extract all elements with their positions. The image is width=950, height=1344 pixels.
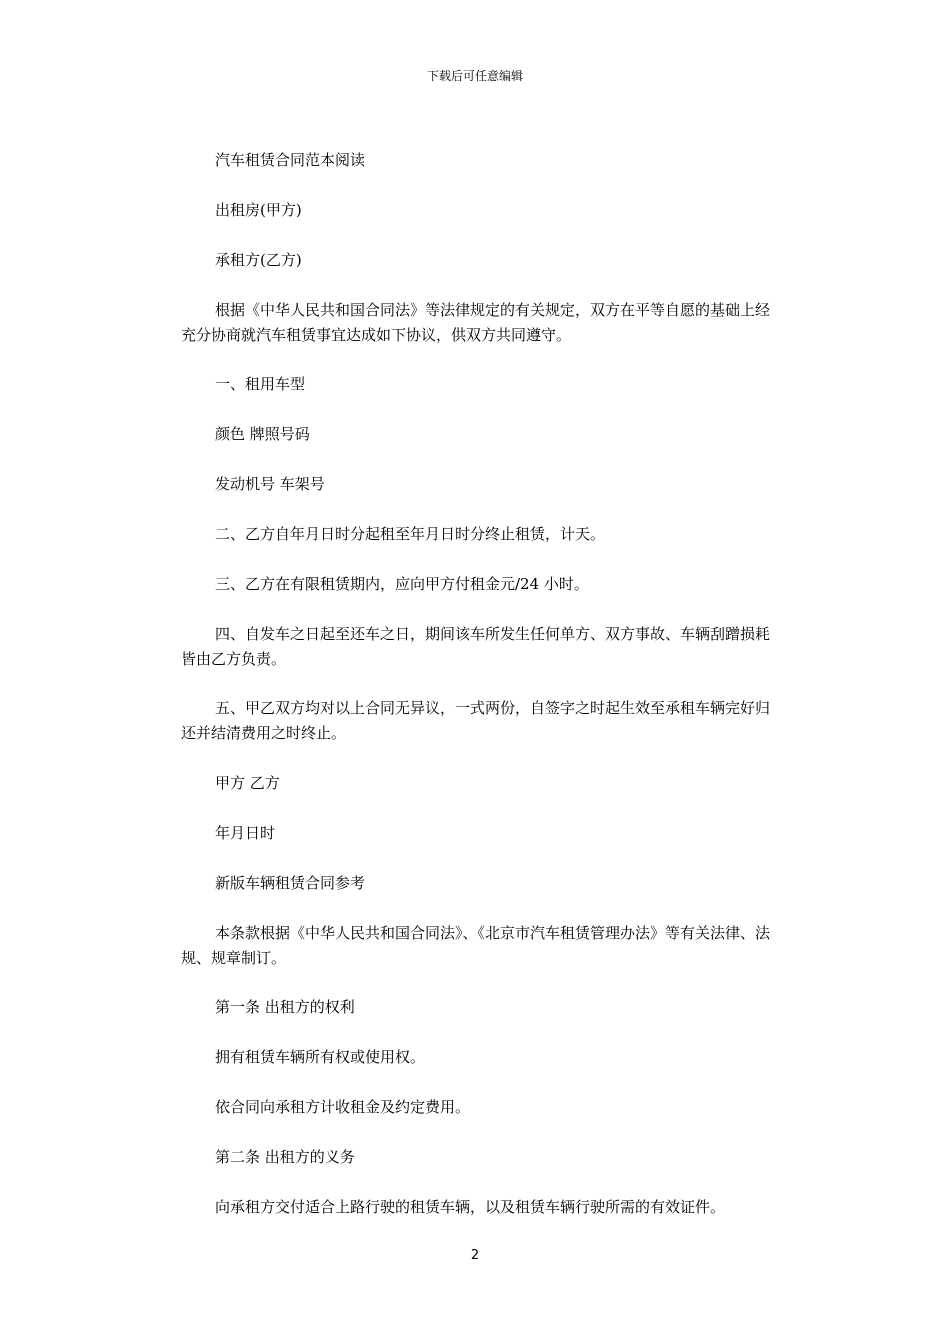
paragraph: 年月日时: [215, 824, 276, 842]
paragraph: 依合同向承租方计收租金及约定费用。: [215, 1098, 471, 1116]
paragraph: 本条款根据《中华人民共和国合同法》、《北京市汽车租赁管理办法》等有关法律、法规、规章制订。: [181, 924, 771, 967]
paragraph: 二、乙方自年月日时分起租至年月日时分终止租赁，计天。: [215, 525, 606, 543]
page-number: 2: [470, 1248, 480, 1263]
document-title: 汽车租赁合同范本阅读: [215, 151, 366, 169]
paragraph: 五、甲乙双方均对以上合同无异议，一式两份，自签字之时起生效至承租车辆完好归还并结清费用之时终止。: [181, 699, 771, 742]
paragraph: 甲方 乙方: [215, 774, 280, 792]
paragraph: 三、乙方在有限租赁期内，应向甲方付租金元/24 小时。: [215, 575, 589, 593]
article-heading: 第二条 出租方的义务: [215, 1148, 355, 1166]
page-header: 下载后可任意编辑: [426, 69, 523, 83]
section-title: 新版车辆租赁合同参考: [215, 874, 366, 892]
paragraph: 承租方(乙方): [215, 251, 302, 269]
paragraph: 根据《中华人民共和国合同法》等法律规定的有关规定，双方在平等自愿的基础上经充分协商就汽车租赁事宜达成如下协议，供双方共同遵守。: [181, 301, 771, 344]
paragraph: 发动机号 车架号: [215, 475, 325, 493]
paragraph: 向承租方交付适合上路行驶的租赁车辆，以及租赁车辆行驶所需的有效证件。: [215, 1198, 726, 1216]
paragraph: 四、自发车之日起至还车之日，期间该车所发生任何单方、双方事故、车辆刮蹭损耗皆由乙方负责。: [181, 625, 771, 668]
paragraph: 一、租用车型: [215, 375, 306, 393]
article-heading: 第一条 出租方的权利: [215, 998, 355, 1016]
paragraph: 拥有租赁车辆所有权或使用权。: [215, 1048, 426, 1066]
paragraph: 颜色 牌照号码: [215, 425, 310, 443]
paragraph: 出租房(甲方): [215, 201, 302, 219]
